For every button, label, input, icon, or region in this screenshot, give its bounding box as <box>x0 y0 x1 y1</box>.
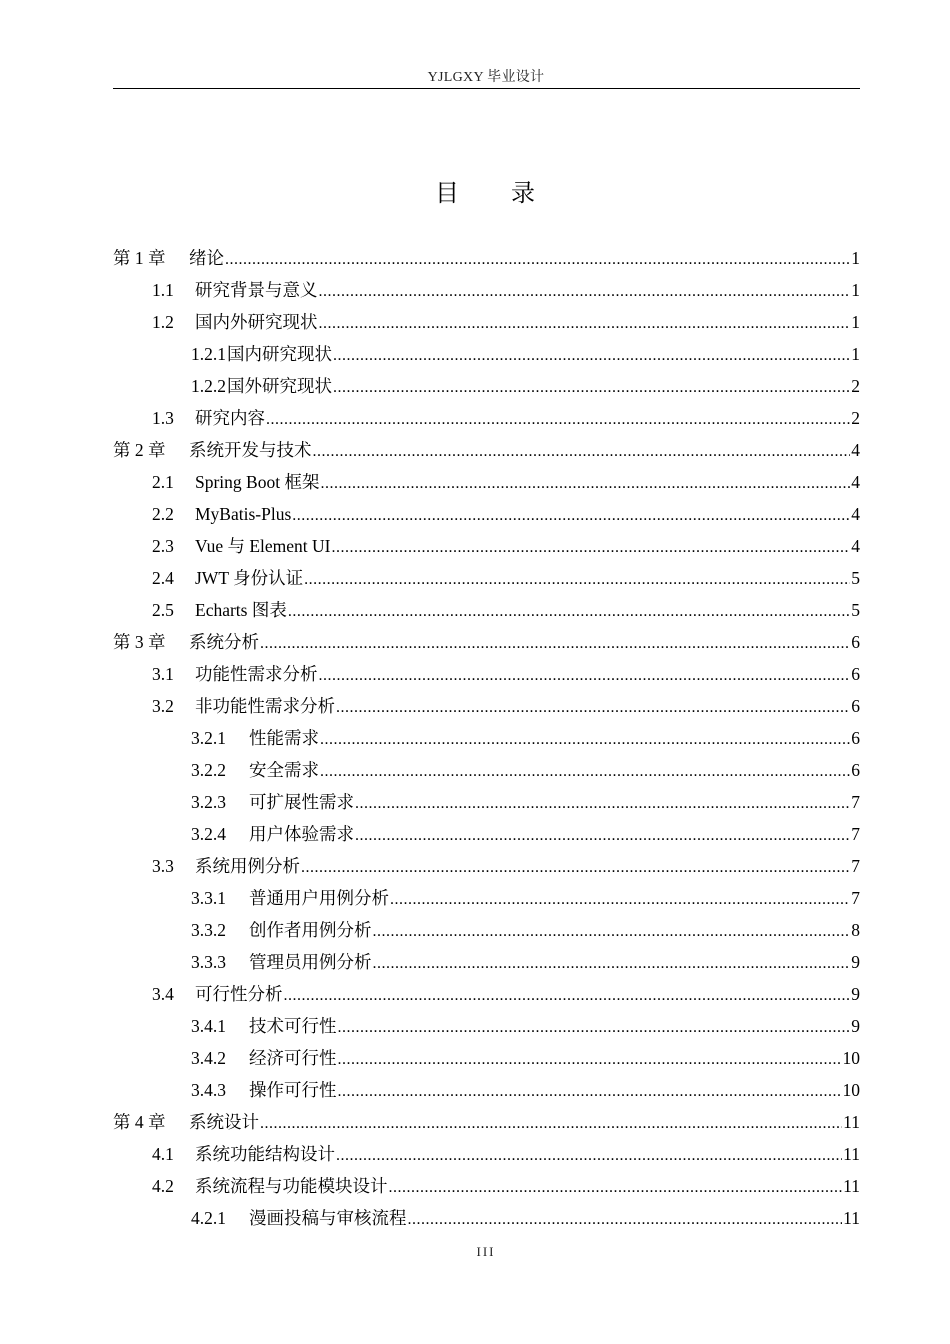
toc-entry[interactable] <box>113 1138 860 1170</box>
toc-title-char-2: 录 <box>511 181 537 207</box>
toc-dot-leader <box>320 468 850 500</box>
toc-entry-title: 系统用例分析 <box>195 856 300 876</box>
toc-entry[interactable] <box>113 1010 860 1042</box>
toc-entry-page: 4 <box>851 472 860 492</box>
table-of-contents <box>113 242 860 1234</box>
toc-entry-page: 2 <box>851 408 860 428</box>
toc-entry-page: 11 <box>843 1112 860 1132</box>
toc-dot-leader <box>319 276 851 308</box>
toc-entry[interactable] <box>113 946 860 978</box>
toc-entry-title: 管理员用例分析 <box>249 952 372 972</box>
toc-entry-page: 7 <box>851 888 860 908</box>
toc-entry-title: Vue 与 Element UI <box>195 536 331 556</box>
toc-entry-title: Echarts 图表 <box>195 600 287 620</box>
toc-dot-leader <box>313 436 851 468</box>
toc-dot-leader <box>333 340 850 372</box>
toc-entry-title: 系统设计 <box>189 1112 259 1132</box>
toc-entry-number: 3.3.1 <box>191 888 226 908</box>
toc-entry-number: 2.4 <box>152 568 174 588</box>
running-header: YJLGXY 毕业设计 <box>427 70 545 85</box>
toc-entry-title: 用户体验需求 <box>249 824 354 844</box>
toc-dot-leader <box>338 1076 842 1108</box>
toc-entry-page: 6 <box>851 632 860 652</box>
toc-entry-number: 3.4.3 <box>191 1080 226 1100</box>
toc-entry-number: 3.3.2 <box>191 920 226 940</box>
toc-entry-page: 8 <box>851 920 860 940</box>
toc-entry-page: 2 <box>851 376 860 396</box>
page-number: III <box>476 1244 496 1259</box>
toc-dot-leader <box>390 884 850 916</box>
toc-dot-leader <box>284 980 851 1012</box>
toc-entry-number: 3.3.3 <box>191 952 226 972</box>
toc-dot-leader <box>301 852 850 884</box>
toc-entry-title: 国内外研究现状 <box>195 312 318 332</box>
toc-title-char-1: 目 <box>435 181 461 207</box>
toc-entry-number: 3.2 <box>152 696 174 716</box>
toc-entry-page: 9 <box>851 1016 860 1036</box>
toc-entry-page: 11 <box>843 1208 860 1228</box>
toc-entry[interactable] <box>113 690 860 722</box>
toc-entry[interactable] <box>113 658 860 690</box>
toc-entry-number: 1.2.2 <box>191 376 226 396</box>
toc-entry-title: 可扩展性需求 <box>249 792 354 812</box>
toc-entry-number: 2.2 <box>152 504 174 524</box>
toc-entry-page: 1 <box>851 344 860 364</box>
toc-entry-number: 2.5 <box>152 600 174 620</box>
toc-entry[interactable] <box>113 1042 860 1074</box>
toc-entry[interactable] <box>113 530 860 562</box>
toc-dot-leader <box>225 244 850 276</box>
toc-entry-title: 国内研究现状 <box>227 344 332 364</box>
toc-entry-number: 1.2.1 <box>191 344 226 364</box>
toc-dot-leader <box>320 724 850 756</box>
toc-entry-page: 7 <box>851 792 860 812</box>
toc-entry-page: 9 <box>851 952 860 972</box>
toc-entry-title: MyBatis-Plus <box>195 504 292 524</box>
toc-entry[interactable] <box>113 754 860 786</box>
toc-entry-page: 6 <box>851 696 860 716</box>
toc-entry-page: 4 <box>851 504 860 524</box>
toc-dot-leader <box>355 788 850 820</box>
toc-entry-title: 研究内容 <box>195 408 265 428</box>
toc-entry-title: 性能需求 <box>249 728 319 748</box>
toc-entry-number: 3.2.4 <box>191 824 226 844</box>
toc-entry-number: 3.2.3 <box>191 792 226 812</box>
toc-entry[interactable] <box>113 498 860 530</box>
header-rule <box>113 88 860 89</box>
toc-entry[interactable] <box>113 786 860 818</box>
toc-entry[interactable] <box>113 338 860 370</box>
toc-entry-title: 功能性需求分析 <box>195 664 318 684</box>
toc-entry-title: 经济可行性 <box>249 1048 337 1068</box>
toc-entry-title: 系统流程与功能模块设计 <box>195 1176 388 1196</box>
toc-entry-title: 安全需求 <box>249 760 319 780</box>
toc-entry-page: 7 <box>851 824 860 844</box>
toc-dot-leader <box>319 308 851 340</box>
toc-dot-leader <box>338 1044 842 1076</box>
toc-entry[interactable] <box>113 466 860 498</box>
toc-entry-page: 6 <box>851 664 860 684</box>
toc-entry[interactable] <box>113 370 860 402</box>
toc-entry-page: 5 <box>851 600 860 620</box>
toc-dot-leader <box>260 628 850 660</box>
toc-entry[interactable] <box>113 1106 860 1138</box>
toc-entry-number: 3.4.1 <box>191 1016 226 1036</box>
toc-title <box>0 178 950 210</box>
toc-entry-number: 4.1 <box>152 1144 174 1164</box>
toc-dot-leader <box>336 1140 842 1172</box>
toc-entry-number: 2.1 <box>152 472 174 492</box>
toc-entry[interactable] <box>113 434 860 466</box>
toc-entry[interactable] <box>113 882 860 914</box>
toc-entry-number: 3.2.2 <box>191 760 226 780</box>
toc-entry-title: JWT 身份认证 <box>195 568 304 588</box>
toc-dot-leader <box>408 1204 843 1236</box>
toc-entry-title: 系统功能结构设计 <box>195 1144 335 1164</box>
toc-dot-leader <box>355 820 850 852</box>
toc-dot-leader <box>260 1108 842 1140</box>
toc-entry[interactable] <box>113 562 860 594</box>
toc-entry-page: 10 <box>842 1080 860 1100</box>
toc-entry[interactable] <box>113 1170 860 1202</box>
toc-entry-title: 非功能性需求分析 <box>195 696 335 716</box>
toc-entry[interactable] <box>113 274 860 306</box>
toc-entry-title: 普通用户用例分析 <box>249 888 389 908</box>
toc-entry[interactable] <box>113 1202 860 1234</box>
toc-entry-title: Spring Boot 框架 <box>195 472 320 492</box>
toc-entry-number: 3.4.2 <box>191 1048 226 1068</box>
toc-entry-title: 国外研究现状 <box>227 376 332 396</box>
toc-entry[interactable] <box>113 306 860 338</box>
toc-entry[interactable] <box>113 594 860 626</box>
toc-entry-number: 2.3 <box>152 536 174 556</box>
toc-dot-leader <box>288 596 850 628</box>
toc-entry[interactable] <box>113 402 860 434</box>
toc-dot-leader <box>373 916 851 948</box>
toc-entry-title: 可行性分析 <box>195 984 283 1004</box>
toc-dot-leader <box>332 532 851 564</box>
toc-dot-leader <box>389 1172 843 1204</box>
toc-entry-number: 1.1 <box>152 280 174 300</box>
toc-entry-number: 第 4 章 <box>113 1112 166 1132</box>
toc-dot-leader <box>319 660 851 692</box>
toc-entry-number: 4.2.1 <box>191 1208 226 1228</box>
toc-entry[interactable] <box>113 914 860 946</box>
toc-entry-title: 操作可行性 <box>249 1080 337 1100</box>
toc-entry[interactable] <box>113 722 860 754</box>
toc-entry-page: 9 <box>851 984 860 1004</box>
toc-dot-leader <box>304 564 850 596</box>
toc-entry-page: 4 <box>851 440 860 460</box>
toc-entry-number: 第 1 章 <box>113 248 166 268</box>
toc-entry-number: 1.3 <box>152 408 174 428</box>
toc-entry-number: 第 3 章 <box>113 632 166 652</box>
toc-entry-number: 4.2 <box>152 1176 174 1196</box>
toc-entry[interactable] <box>113 1074 860 1106</box>
toc-entry[interactable] <box>113 818 860 850</box>
toc-entry-page: 1 <box>851 280 860 300</box>
toc-entry-title: 技术可行性 <box>249 1016 337 1036</box>
toc-entry-number: 3.4 <box>152 984 174 1004</box>
toc-dot-leader <box>333 372 850 404</box>
toc-entry-page: 10 <box>842 1048 860 1068</box>
toc-entry[interactable] <box>113 978 860 1010</box>
toc-entry[interactable] <box>113 242 860 274</box>
toc-entry-number: 3.2.1 <box>191 728 226 748</box>
toc-entry-title: 系统分析 <box>189 632 259 652</box>
toc-entry-title: 漫画投稿与审核流程 <box>249 1208 407 1228</box>
toc-entry-page: 6 <box>851 728 860 748</box>
toc-entry-page: 4 <box>851 536 860 556</box>
toc-entry-number: 1.2 <box>152 312 174 332</box>
toc-entry-page: 7 <box>851 856 860 876</box>
toc-entry[interactable] <box>113 626 860 658</box>
toc-entry-title: 系统开发与技术 <box>189 440 312 460</box>
toc-dot-leader <box>292 500 850 532</box>
toc-entry-page: 11 <box>843 1176 860 1196</box>
toc-entry-page: 6 <box>851 760 860 780</box>
toc-entry[interactable] <box>113 850 860 882</box>
toc-entry-title: 绪论 <box>189 248 224 268</box>
toc-entry-title: 研究背景与意义 <box>195 280 318 300</box>
toc-entry-page: 1 <box>851 248 860 268</box>
toc-dot-leader <box>338 1012 851 1044</box>
toc-dot-leader <box>373 948 851 980</box>
toc-entry-number: 3.3 <box>152 856 174 876</box>
toc-entry-page: 11 <box>843 1144 860 1164</box>
toc-entry-page: 5 <box>851 568 860 588</box>
toc-entry-number: 3.1 <box>152 664 174 684</box>
toc-dot-leader <box>266 404 850 436</box>
toc-entry-title: 创作者用例分析 <box>249 920 372 940</box>
toc-entry-number: 第 2 章 <box>113 440 166 460</box>
toc-dot-leader <box>320 756 850 788</box>
toc-entry-page: 1 <box>851 312 860 332</box>
toc-dot-leader <box>336 692 850 724</box>
